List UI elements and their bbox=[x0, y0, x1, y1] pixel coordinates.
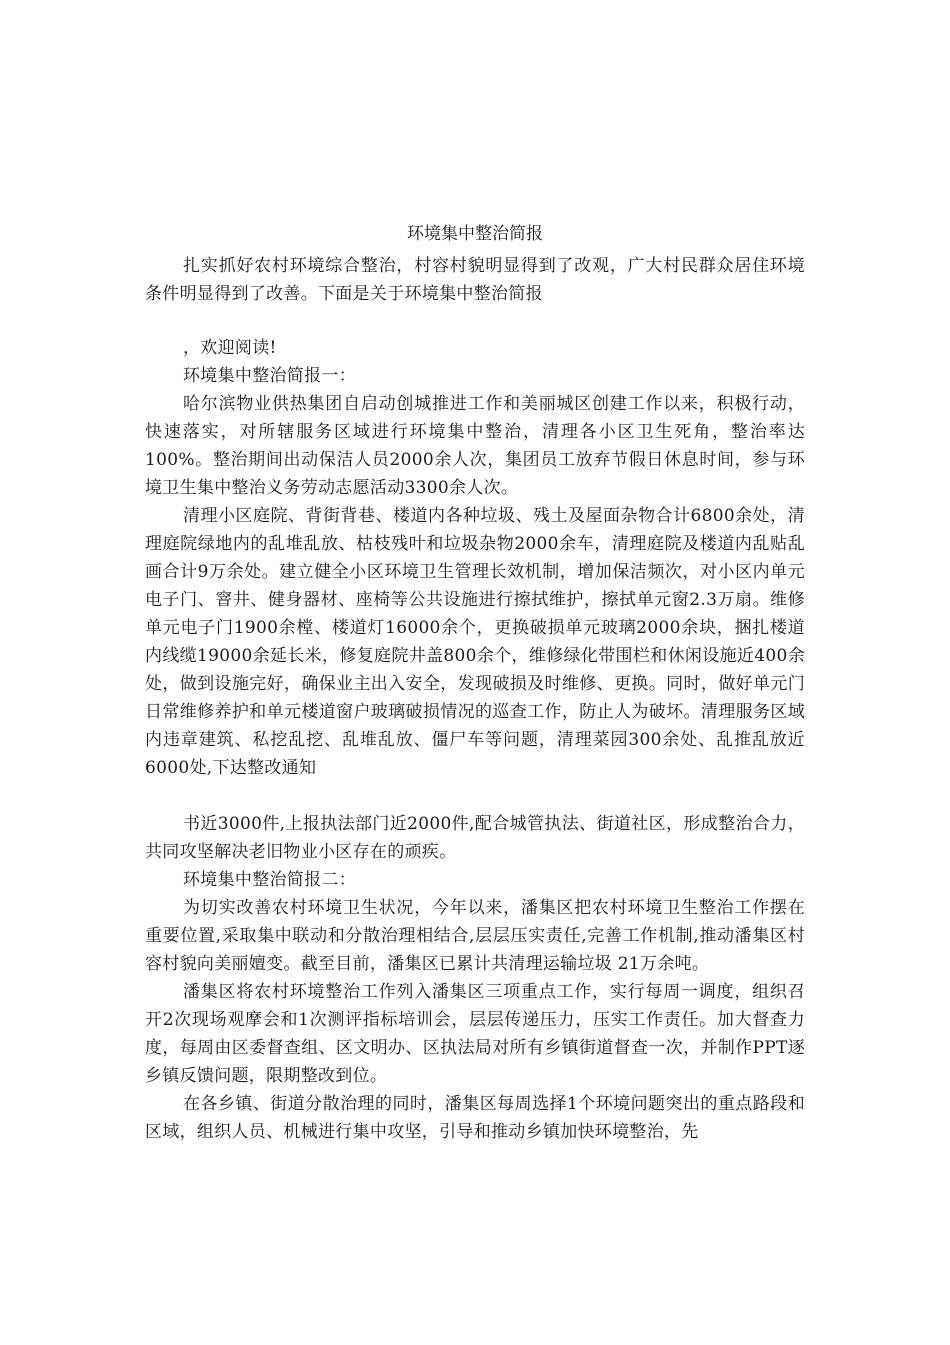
section1-heading: 环境集中整治简报一： bbox=[183, 366, 356, 386]
section2-paragraph-1: 为切实改善农村环境卫生状况，今年以来，潘集区把农村环境卫生整治工作摆在重要位置,采取集中联动和分散治理相结合,层层压实责任,完善工作机制,推动潘集区村容村貌向美丽嬗变。截至目前，潘集区已累计共清理运输垃圾 21万余吨。 bbox=[145, 898, 805, 974]
spacer bbox=[145, 782, 805, 810]
section2-paragraph-2: 潘集区将农村环境整治工作列入潘集区三项重点工作，实行每周一调度，组织召开2次现场观摩会和1次测评指标培训会，层层传递压力，压实工作责任。加大督查力度，每周由区委督查组、区文明办、区执法局对所有乡镇街道督查一次，并制作PPT逐乡镇反馈问题，限期整改到位。 bbox=[145, 982, 805, 1086]
section2-heading: 环境集中整治简报二： bbox=[183, 870, 356, 890]
section1-paragraph-2b: 书近3000件,上报执法部门近2000件,配合城管执法、街道社区，形成整治合力，共同攻坚解决老旧物业小区存在的顽疾。 bbox=[145, 814, 805, 862]
intro-paragraph: 扎实抓好农村环境综合整治，村容村貌明显得到了改观，广大村民群众居住环境条件明显得到了改善。下面是关于环境集中整治简报 bbox=[145, 256, 805, 304]
section1-paragraph-1: 哈尔滨物业供热集团自启动创城推进工作和美丽城区创建工作以来，积极行动，快速落实，对所辖服务区域进行环境集中整治，清理各小区卫生死角，整治率达100%。整治期间出动保洁人员2000余人次，集团员工放弃节假日休息时间，参与环境卫生集中整治义务劳动志愿活动3300余人次。 bbox=[145, 394, 805, 498]
document-page bbox=[145, 218, 805, 1146]
spacer bbox=[145, 308, 805, 334]
document-title: 环境集中整治简报 bbox=[407, 224, 543, 244]
section1-paragraph-2a: 清理小区庭院、背街背巷、楼道内各种垃圾、残土及屋面杂物合计6800余处，清理庭院绿地内的乱堆乱放、枯枝残叶和垃圾杂物2000余车，清理庭院及楼道内乱贴乱画合计9万余处。建立健全小区环境卫生管理长效机制，增加保洁频次，对小区内单元电子门、窨井、健身器材、座椅等公共设施进行擦拭维护，擦拭单元窗2.3万扇。维修单元电子门1900余樘、楼道灯16000余个，更换破损单元玻璃2000余块，捆扎楼道内线缆19000余延长米，修复庭院井盖800余个，维修绿化带围栏和休闲设施近400余处，做到设施完好，确保业主出入安全，发现破损及时维修、更换。同时，做好单元门日常维修养护和单元楼道窗户玻璃破损情况的巡查工作，防止人为破坏。清理服务区域内违章建筑、私挖乱挖、乱堆乱放、僵尸车等问题，清理菜园300余处、乱推乱放近6000处,下达整改通知 bbox=[145, 506, 805, 778]
section2-paragraph-3: 在各乡镇、街道分散治理的同时，潘集区每周选择1个环境问题突出的重点路段和区域，组织人员、机械进行集中攻坚，引导和推动乡镇加快环境整治，先 bbox=[145, 1094, 805, 1142]
welcome-line: ，欢迎阅读! bbox=[183, 338, 277, 358]
